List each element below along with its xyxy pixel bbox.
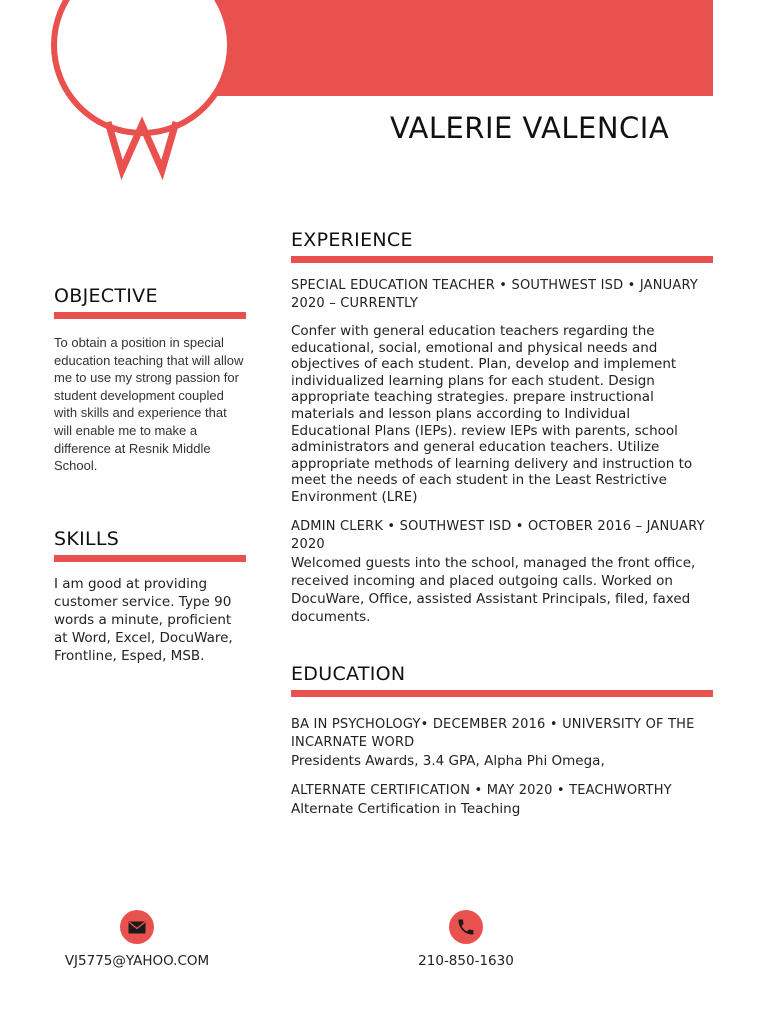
- education-meta: ALTERNATE CERTIFICATION • MAY 2020 • TEACHWORTHY: [291, 783, 672, 798]
- monogram-logo: [50, 0, 235, 180]
- phone-icon-badge: [449, 910, 483, 944]
- job-meta: SPECIAL EDUCATION TEACHER • SOUTHWEST ISD • JANUARY 2020 – CURRENTLY: [291, 278, 699, 311]
- education-title: EDUCATION: [291, 663, 406, 685]
- phone-icon: [456, 917, 476, 937]
- job-entry: [291, 277, 713, 506]
- experience-title: EXPERIENCE: [291, 229, 413, 251]
- job-entry: [291, 518, 713, 626]
- objective-title: OBJECTIVE: [54, 285, 158, 307]
- objective-divider: [54, 312, 246, 319]
- job-description: Confer with general education teachers regarding the educational, social, emotional and physical needs and objectives of each student. Plan, develop and implement individualized learning plans for each student. Design appropriate teaching strategies. prepare instructional materials and lesson plans according to Individual Educational Plans (IEPs). review IEPs with parents, school administrators and general education teachers. Utilize appropriate methods of learning delivery and instruction to meet the needs of each student in the Least Restrictive Environment (LRE): [291, 323, 693, 505]
- email-text[interactable]: VJ5775@YAHOO.COM: [64, 953, 210, 969]
- education-description: Alternate Certification in Teaching: [291, 801, 521, 817]
- education-meta: BA IN PSYCHOLOGY• DECEMBER 2016 • UNIVERSITY OF THE INCARNATE WORD: [291, 717, 695, 750]
- education-description: Presidents Awards, 3.4 GPA, Alpha Phi Omega,: [291, 753, 605, 769]
- skills-divider: [54, 555, 246, 562]
- candidate-name: VALERIE VALENCIA: [390, 111, 670, 138]
- header-banner: [180, 0, 713, 96]
- education-entry: [291, 716, 713, 770]
- phone-text[interactable]: 210-850-1630: [418, 953, 514, 969]
- job-description: Welcomed guests into the school, managed the front office, received incoming and placed outgoing calls. Worked on DocuWare, Office, assisted Assistant Principals, filed, faxed documents.: [291, 554, 696, 625]
- envelope-icon: [128, 921, 146, 934]
- skills-section: [54, 527, 246, 665]
- education-divider: [291, 690, 713, 697]
- education-section: [291, 662, 713, 818]
- experience-divider: [291, 256, 713, 263]
- objective-section: [54, 284, 246, 475]
- skills-title: SKILLS: [54, 528, 120, 550]
- job-meta: ADMIN CLERK • SOUTHWEST ISD • OCTOBER 2016 – JANUARY 2020: [291, 518, 705, 552]
- education-entry: [291, 782, 713, 818]
- email-icon-badge: [120, 910, 154, 944]
- objective-text: To obtain a position in special education teaching that will allow me to use my strong passion for student development coupled with skills and experience that will enable me to make a difference at Resnik Middle School.: [54, 335, 244, 474]
- skills-text: I am good at providing customer service. Type 90 words a minute, proficient at Word, Excel, DocuWare, Frontline, Esped, MSB.: [54, 576, 233, 664]
- experience-section: [291, 228, 713, 626]
